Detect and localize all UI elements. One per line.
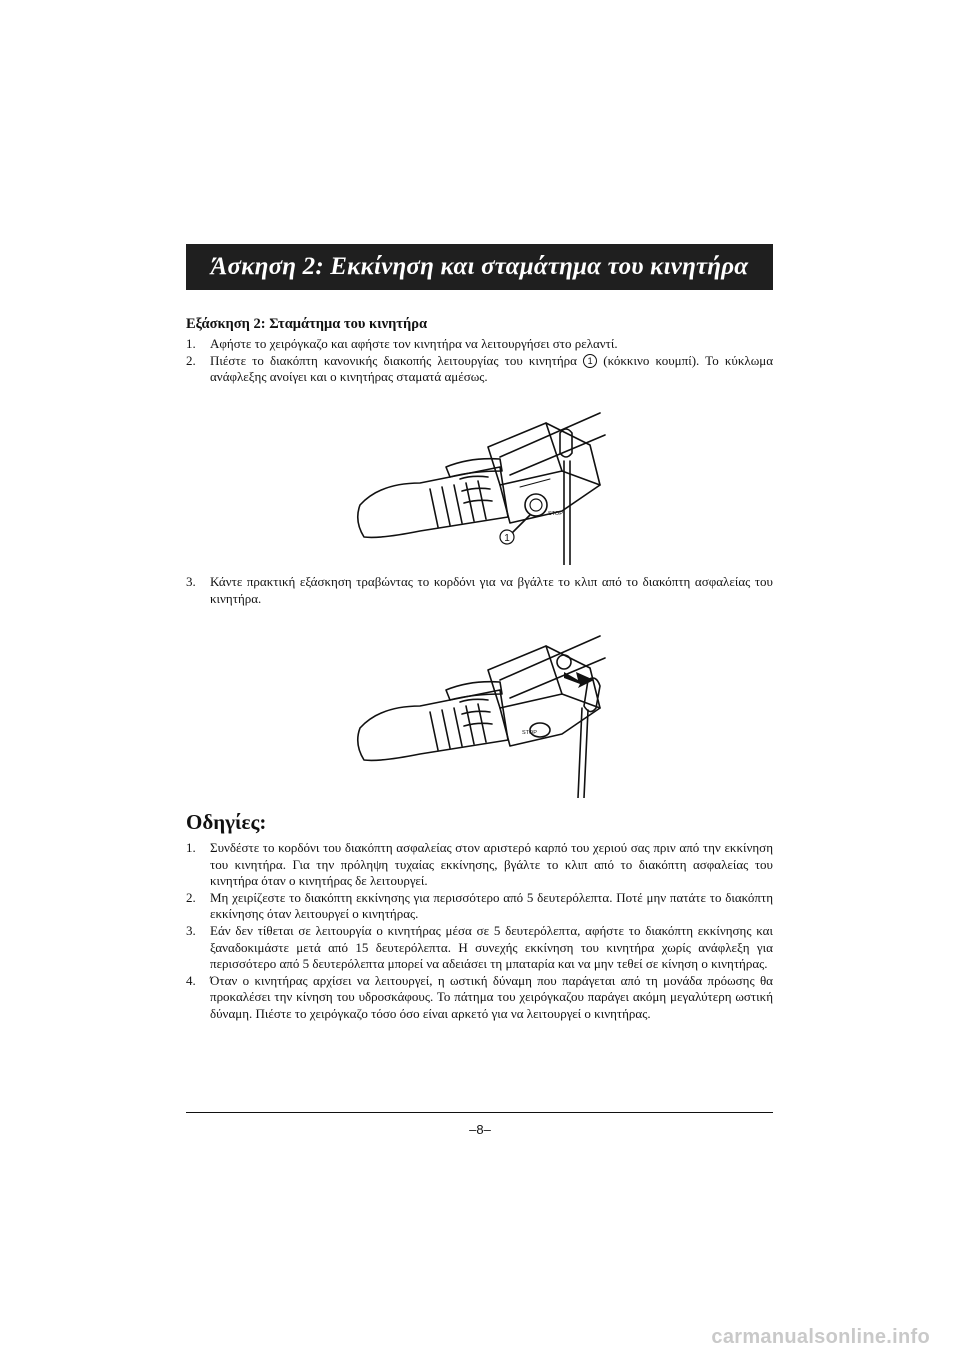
note-item [186,973,773,1023]
note-item [186,923,773,973]
note-item [186,840,773,890]
step-2 [186,353,773,386]
stop-button-icon [525,494,547,516]
banner-title: Άσκηση 2: Εκκίνηση και σταμάτημα του κινητήρα [186,244,773,290]
footer-rule [186,1112,773,1113]
pull-arrow-icon [564,672,594,688]
note-text: Εάν δεν τίθεται σε λειτουργία ο κινητήρας μέσα σε 5 δευτερόλεπτα, αφήστε το διακόπτη εκκίνησης και ξαναδοκιμάστε μετά από 15 δευτερόλεπτα. Η συνεχής εκκίνηση του κινητήρα χωρίς ανάφλεξη για περισσότερο από 5 δευτερόλεπτα μπορεί να αδειάσει τη μπαταρία και να μην τεθεί σε κίνηση ο κινητήρας. [210,922,773,972]
note-item [186,890,773,923]
step-text [210,353,773,386]
note-text: Συνδέστε το κορδόνι του διακόπτη ασφαλείας στον αριστερό καρπό του χεριού σας πριν από την εκκίνηση του κινητήρα. Για την πρόληψη τυχαίας εκκίνησης, βγάλτε το κλιπ από το διακόπτη ασφαλείας του κινητήρα όταν ο κινητήρας δε λειτουργεί. [210,840,773,889]
stop-label: STOP [548,511,563,517]
note-number: 3. [186,922,196,938]
step-text: Αφήστε το χειρόγκαζο και αφήστε τον κινητήρα να λειτουργήσει στο ρελαντί. [210,336,618,351]
stop-label: STOP [522,730,537,736]
section-heading: Εξάσκηση 2: Σταμάτημα του κινητήρα [186,316,428,332]
note-number: 1. [186,840,196,855]
step-text-b: (κόκκινο κουμπί). Το κύκλωμα ανάφλεξης ανοίγει και ο κινητήρας σταματά αμέσως. [210,352,774,385]
step-3 [186,574,773,607]
page-number: –8– [469,1122,491,1137]
callout-number: 1 [504,533,510,544]
note-text: Μη χειρίζεστε το διακόπτη εκκίνησης για περισσότερο από 5 δευτερόλεπτα. Ποτέ μην πατάτε το διακόπτη εκκίνησης όταν λειτουργεί ο κινητήρας. [210,889,773,922]
step-number: 2. [186,352,196,368]
notes-section [186,810,773,1023]
section-step-3 [186,574,773,607]
note-number: 4. [186,972,196,988]
step-1 [186,336,773,353]
note-text: Όταν ο κινητήρας αρχίσει να λειτουργεί, η ωστική δύναμη που παράγεται από τη μονάδα πρόωσης θα προκαλέσει την κίνηση του υδροσκάφους. Το πάτημα του χειρόγκαζου παράγει ακόμη μεγαλύτερη ωστική δύναμη. Πιέστε το χειρόγκαζο τόσο όσο είναι αρκετό για να λειτουργεί ο κινητήρας. [210,972,773,1021]
section-stop-engine [186,316,773,386]
watermark: carmanualsonline.info [711,1326,930,1348]
step-number: 1. [186,336,196,351]
step-number: 3. [186,574,196,589]
step-text-a: Πιέστε το διακόπτη κανονικής διακοπής λειτουργίας του κινητήρα [210,352,577,368]
figure-stop-switch [350,405,610,565]
callout-marker: 1 [583,354,597,368]
notes-heading: Οδηγίες: [186,810,267,834]
figure-pull-lanyard [350,628,610,798]
note-number: 2. [186,889,196,905]
step-text: Κάντε πρακτική εξάσκηση τραβώντας το κορδόνι για να βγάλτε το κλιπ από το διακόπτη ασφαλείας του κινητήρα. [210,574,773,606]
